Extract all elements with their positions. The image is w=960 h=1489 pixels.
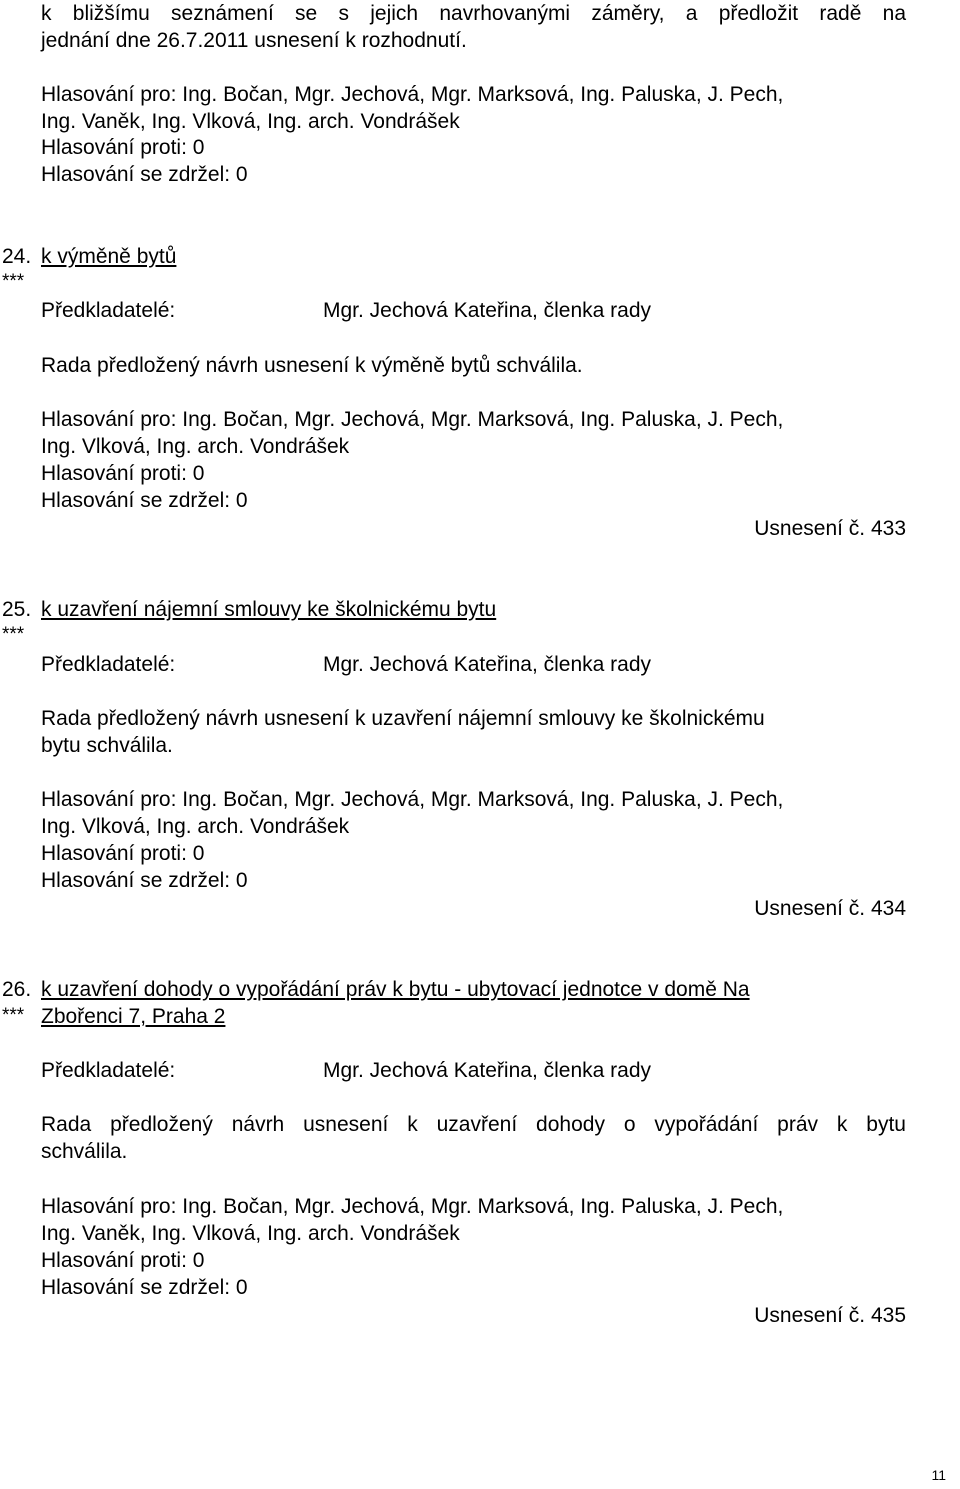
vote-for-2: Ing. Vlková, Ing. arch. Vondrášek: [41, 435, 350, 458]
intro-line-1: k bližšímu seznámení se s jejich navrhovanými záměry, a předložit radě na: [41, 2, 906, 25]
vote-for-1: Hlasování pro: Ing. Bočan, Mgr. Jechová, Mgr. Marksová, Ing. Paluska, J. Pech,: [41, 1195, 784, 1218]
presenter-label: Předkladatelé:: [41, 299, 176, 322]
vote-for-1: Hlasování pro: Ing. Bočan, Mgr. Jechová, Mgr. Marksová, Ing. Paluska, J. Pech,: [41, 788, 784, 811]
intro-vote-abstain: Hlasování se zdržel: 0: [41, 163, 248, 186]
vote-for-1: Hlasování pro: Ing. Bočan, Mgr. Jechová, Mgr. Marksová, Ing. Paluska, J. Pech,: [41, 408, 784, 431]
vote-against: Hlasování proti: 0: [41, 1249, 205, 1272]
resolution-number: Usnesení č. 434: [754, 897, 906, 920]
item-number: 26.: [2, 978, 32, 1001]
item-title-line-2: Zbořenci 7, Praha 2: [41, 1005, 226, 1028]
vote-abstain: Hlasování se zdržel: 0: [41, 1276, 248, 1299]
decision-text-2: bytu schválila.: [41, 734, 173, 757]
item-number: 25.: [2, 598, 32, 621]
item-title-line-1: k uzavření dohody o vypořádání práv k bytu - ubytovací jednotce v domě Na: [41, 978, 750, 1001]
presenter-label: Předkladatelé:: [41, 1059, 176, 1082]
presenter-name: Mgr. Jechová Kateřina, členka rady: [323, 299, 652, 322]
item-title: k uzavření nájemní smlouvy ke školnickému bytu: [41, 598, 497, 621]
item-stars: ***: [2, 271, 25, 292]
vote-against: Hlasování proti: 0: [41, 462, 205, 485]
presenter-name: Mgr. Jechová Kateřina, členka rady: [323, 1059, 652, 1082]
page-number: 11: [931, 1467, 946, 1483]
item-stars: ***: [2, 1005, 25, 1026]
intro-vote-for-1: Hlasování pro: Ing. Bočan, Mgr. Jechová, Mgr. Marksová, Ing. Paluska, J. Pech,: [41, 83, 784, 106]
intro-vote-against: Hlasování proti: 0: [41, 136, 205, 159]
presenter-name: Mgr. Jechová Kateřina, členka rady: [323, 653, 652, 676]
resolution-number: Usnesení č. 433: [754, 517, 906, 540]
vote-abstain: Hlasování se zdržel: 0: [41, 869, 248, 892]
vote-against: Hlasování proti: 0: [41, 842, 205, 865]
decision-text: Rada předložený návrh usnesení k výměně bytů schválila.: [41, 354, 583, 377]
decision-text-2: schválila.: [41, 1140, 128, 1163]
vote-abstain: Hlasování se zdržel: 0: [41, 489, 248, 512]
item-stars: ***: [2, 624, 25, 645]
presenter-label: Předkladatelé:: [41, 653, 176, 676]
item-number: 24.: [2, 245, 32, 268]
intro-line-2: jednání dne 26.7.2011 usnesení k rozhodnutí.: [41, 29, 467, 52]
decision-text-1: Rada předložený návrh usnesení k uzavření nájemní smlouvy ke školnickému: [41, 707, 765, 730]
item-title: k výměně bytů: [41, 245, 177, 268]
decision-text-1: Rada předložený návrh usnesení k uzavření dohody o vypořádání práv k bytu: [41, 1113, 906, 1136]
resolution-number: Usnesení č. 435: [754, 1304, 906, 1327]
vote-for-2: Ing. Vaněk, Ing. Vlková, Ing. arch. Vondrášek: [41, 1222, 460, 1245]
intro-vote-for-2: Ing. Vaněk, Ing. Vlková, Ing. arch. Vondrášek: [41, 110, 460, 133]
vote-for-2: Ing. Vlková, Ing. arch. Vondrášek: [41, 815, 350, 838]
